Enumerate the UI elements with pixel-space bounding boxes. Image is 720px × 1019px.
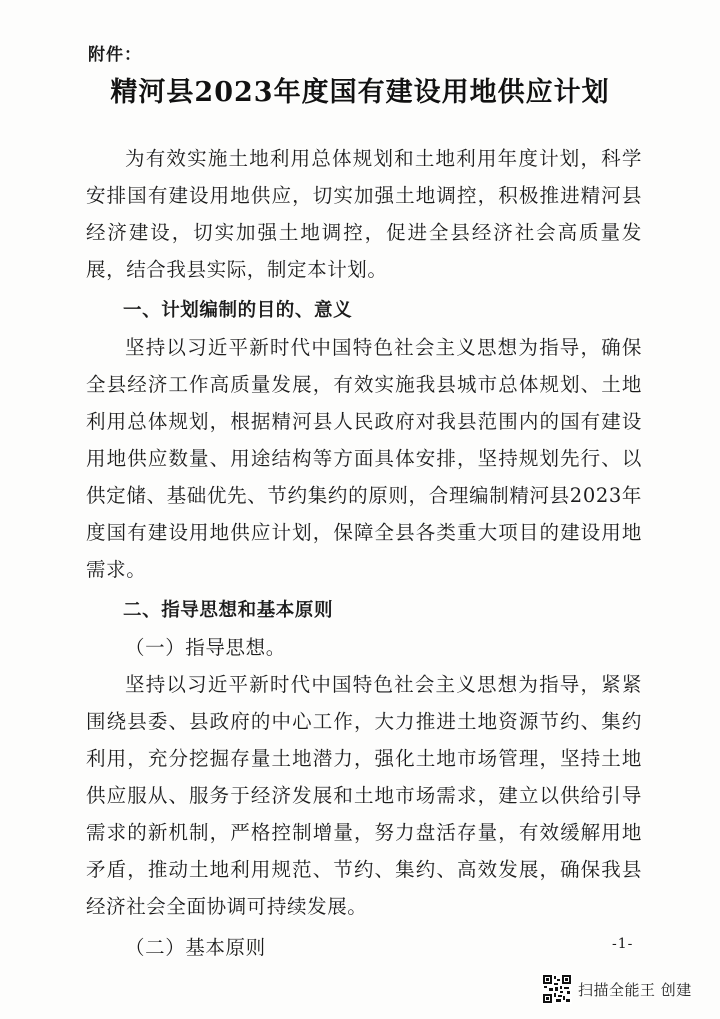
watermark-text: 扫描全能王 创建: [578, 980, 692, 999]
attachment-label: 附件：: [88, 45, 142, 65]
section2-sub1: （一）指导思想。: [125, 636, 286, 659]
scanner-watermark: [542, 974, 692, 1004]
section1-heading: 一、计划编制的目的、意义: [123, 300, 353, 321]
page-number: -1-: [612, 936, 634, 952]
document-body: [86, 140, 642, 966]
intro-paragraph: 为有效实施土地利用总体规划和土地利用年度计划，科学安排国有建设用地供应，切实加强土地调控，积极推进精河县经济建设，切实加强土地调控，促进全县经济社会高质量发展，结合我县实际，制定本计划。: [86, 147, 642, 281]
document-title: 精河县2023年度国有建设用地供应计划: [110, 77, 610, 108]
qr-code-icon: [542, 974, 572, 1004]
section2-heading: 二、指导思想和基本原则: [123, 600, 334, 621]
section2-paragraph: 坚持以习近平新时代中国特色社会主义思想为指导，紧紧围绕县委、县政府的中心工作，大力推进土地资源节约、集约利用，充分挖掘存量土地潜力，强化土地市场管理，坚持土地供应服从、服务于经济发展和土地市场需求，建立以供给引导需求的新机制，严格控制增量，努力盘活存量，有效缓解用地矛盾，推动土地利用规范、节约、集约、高效发展，确保我县经济社会全面协调可持续发展。: [86, 673, 642, 918]
section2-sub2: （二）基本原则: [125, 936, 266, 959]
section1-paragraph: 坚持以习近平新时代中国特色社会主义思想为指导，确保全县经济工作高质量发展，有效实施我县城市总体规划、土地利用总体规划，根据精河县人民政府对我县范围内的国有建设用地供应数量、用途结构等方面具体安排，坚持规划先行、以供定储、基础优先、节约集约的原则，合理编制精河县2023年度国有建设用地供应计划，保障全县各类重大项目的建设用地需求。: [86, 336, 642, 581]
